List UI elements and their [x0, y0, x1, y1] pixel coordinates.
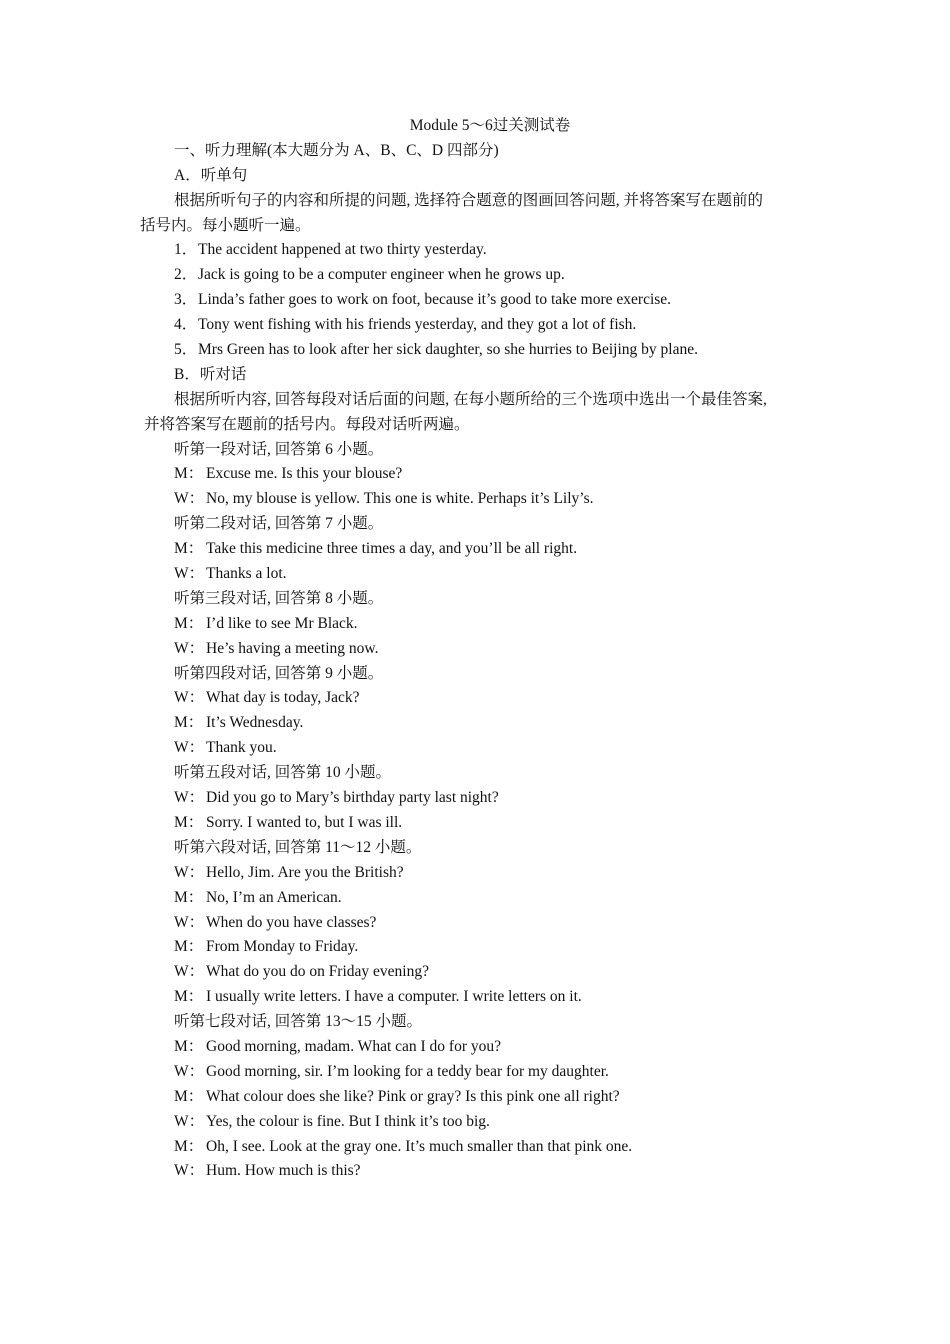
speaker-label: M： — [174, 1087, 204, 1105]
item-number: 1． — [174, 241, 198, 259]
dialogue-text: Yes, the colour is fine. But I think it’s too big. — [206, 1112, 490, 1130]
dialogue-line — [140, 911, 820, 936]
page-title: Module 5～6过关测试卷 — [409, 117, 571, 134]
speaker-label: M： — [174, 540, 204, 558]
speaker-label: M： — [174, 465, 204, 483]
dialogue-line — [140, 1035, 820, 1060]
section-heading: 一、听力理解(本大题分为 A、B、C、D 四部分) — [174, 141, 499, 159]
dialogue-line — [140, 886, 820, 911]
speaker-label: W： — [174, 1062, 205, 1080]
speaker-label: M： — [174, 1137, 204, 1155]
dialogue-line — [140, 811, 820, 836]
speaker-label: M： — [174, 1037, 204, 1055]
dialogue-text: Take this medicine three times a day, and you’ll be all right. — [206, 540, 578, 558]
speaker-label: W： — [174, 739, 205, 757]
item-number: 2． — [174, 266, 198, 284]
speaker-label: W： — [174, 963, 205, 981]
speaker-label: W： — [174, 863, 205, 881]
speaker-label: W： — [174, 1162, 205, 1180]
dialogue-text: I’d like to see Mr Black. — [206, 614, 358, 632]
dialogue-heading: 听第三段对话, 回答第 8 小题。 — [174, 589, 384, 607]
item-text: The accident happened at two thirty yesterday. — [198, 241, 487, 259]
list-item — [140, 313, 820, 338]
dialogue-text: No, I’m an American. — [206, 888, 342, 906]
dialogue-text: From Monday to Friday. — [206, 938, 359, 956]
dialogue-text: What do you do on Friday evening? — [206, 963, 429, 981]
item-text: Jack is going to be a computer engineer when he grows up. — [198, 266, 565, 284]
speaker-label: M： — [174, 614, 204, 632]
dialogue-line — [140, 1135, 820, 1160]
dialogue-line — [140, 861, 820, 886]
dialogue-line — [140, 935, 820, 960]
dialogue-text: Sorry. I wanted to, but I was ill. — [206, 813, 403, 831]
dialogue-line — [140, 985, 820, 1010]
item-text: Mrs Green has to look after her sick daughter, so she hurries to Beijing by plane. — [198, 341, 698, 359]
list-item — [140, 238, 820, 263]
part-a-heading: A．听单句 — [174, 166, 248, 184]
dialogue-heading: 听第六段对话, 回答第 11～12 小题。 — [174, 838, 422, 856]
dialogue-line — [140, 537, 820, 562]
dialogue-line — [140, 1159, 820, 1184]
part-a-instruction-cont: 括号内。每小题听一遍。 — [140, 216, 311, 234]
dialogue-line — [140, 462, 820, 487]
dialogue-line — [140, 960, 820, 985]
dialogue-line — [140, 1060, 820, 1085]
dialogue-text: Good morning, sir. I’m looking for a teddy bear for my daughter. — [206, 1062, 609, 1080]
dialogue-line — [140, 637, 820, 662]
speaker-label: M： — [174, 938, 204, 956]
dialogue-text: What day is today, Jack? — [206, 689, 360, 707]
part-b-instruction: 根据所听内容, 回答每段对话后面的问题, 在每小题所给的三个选项中选出一个最佳答案, — [174, 390, 767, 408]
dialogue-line — [140, 612, 820, 637]
list-item — [140, 263, 820, 288]
dialogue-heading: 听第四段对话, 回答第 9 小题。 — [174, 664, 384, 682]
dialogue-line — [140, 1110, 820, 1135]
dialogue-text: Thank you. — [206, 739, 277, 757]
speaker-label: W： — [174, 1112, 205, 1130]
speaker-label: M： — [174, 813, 204, 831]
dialogue-text: Did you go to Mary’s birthday party last night? — [206, 789, 499, 807]
item-text: Tony went fishing with his friends yesterday, and they got a lot of fish. — [198, 316, 637, 334]
speaker-label: W： — [174, 565, 205, 583]
dialogue-text: When do you have classes? — [206, 913, 377, 931]
dialogue-line — [140, 487, 820, 512]
dialogue-text: It’s Wednesday. — [206, 714, 304, 732]
dialogue-text: Oh, I see. Look at the gray one. It’s much smaller than that pink one. — [206, 1137, 633, 1155]
item-number: 4． — [174, 316, 198, 334]
speaker-label: W： — [174, 913, 205, 931]
dialogue-line — [140, 736, 820, 761]
dialogue-text: Hum. How much is this? — [206, 1162, 361, 1180]
dialogue-text: Excuse me. Is this your blouse? — [206, 465, 403, 483]
document-content — [140, 114, 820, 1184]
dialogue-text: Hello, Jim. Are you the British? — [206, 863, 404, 881]
speaker-label: W： — [174, 789, 205, 807]
speaker-label: M： — [174, 714, 204, 732]
dialogue-heading: 听第一段对话, 回答第 6 小题。 — [174, 440, 384, 458]
dialogue-text: I usually write letters. I have a computer. I write letters on it. — [206, 988, 582, 1006]
dialogue-text: No, my blouse is yellow. This one is white. Perhaps it’s Lily’s. — [206, 490, 594, 508]
speaker-label: M： — [174, 988, 204, 1006]
item-number: 3． — [174, 291, 198, 309]
speaker-label: W： — [174, 689, 205, 707]
speaker-label: W： — [174, 490, 205, 508]
dialogue-line — [140, 711, 820, 736]
part-a-instruction: 根据所听句子的内容和所提的问题, 选择符合题意的图画回答问题, 并将答案写在题前的 — [174, 191, 764, 209]
list-item — [140, 338, 820, 363]
speaker-label: W： — [174, 639, 205, 657]
dialogue-text: Thanks a lot. — [206, 565, 287, 583]
dialogue-line — [140, 1085, 820, 1110]
part-b-heading: B．听对话 — [174, 365, 247, 383]
part-b-instruction-cont: 并将答案写在题前的括号内。每段对话听两遍。 — [144, 415, 470, 433]
dialogue-line — [140, 562, 820, 587]
speaker-label: M： — [174, 888, 204, 906]
dialogue-text: He’s having a meeting now. — [206, 639, 379, 657]
dialogue-heading: 听第七段对话, 回答第 13～15 小题。 — [174, 1013, 423, 1031]
item-text: Linda’s father goes to work on foot, because it’s good to take more exercise. — [198, 291, 672, 309]
list-item — [140, 288, 820, 313]
dialogue-line — [140, 686, 820, 711]
dialogue-heading: 听第二段对话, 回答第 7 小题。 — [174, 515, 384, 533]
item-number: 5． — [174, 341, 198, 359]
dialogue-heading: 听第五段对话, 回答第 10 小题。 — [174, 764, 392, 782]
dialogue-text: Good morning, madam. What can I do for you? — [206, 1037, 501, 1055]
dialogue-text: What colour does she like? Pink or gray? Is this pink one all right? — [206, 1087, 620, 1105]
dialogue-line — [140, 786, 820, 811]
